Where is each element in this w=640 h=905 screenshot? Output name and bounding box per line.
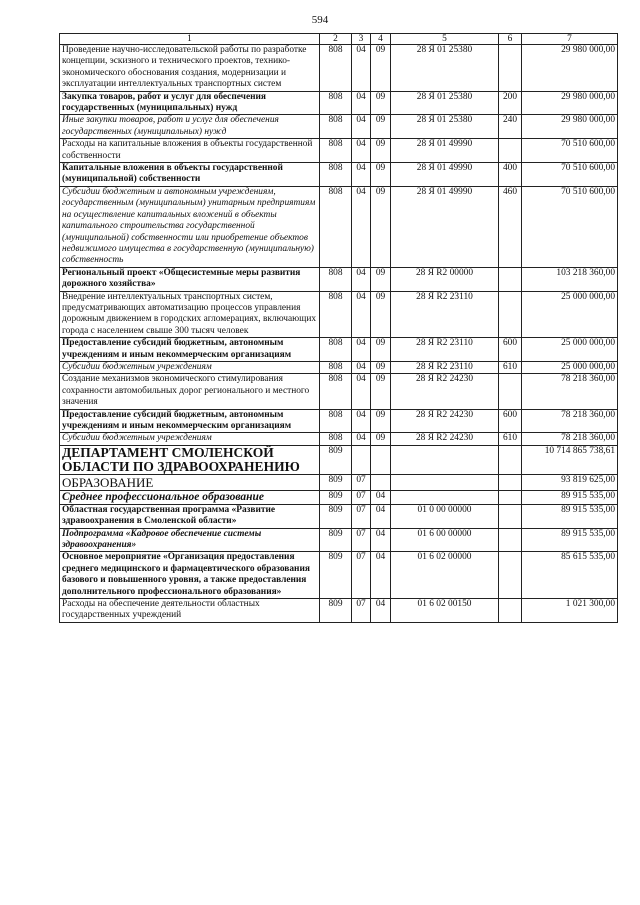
row-section: 04 — [352, 409, 371, 433]
row-section: 07 — [352, 552, 371, 599]
row-name: Капитальные вложения в объекты государственной (муниципальной) собственности — [60, 163, 320, 187]
table-row — [60, 599, 618, 623]
row-target-article: 28 Я R2 23110 — [391, 361, 499, 373]
row-expense-type — [499, 599, 522, 623]
row-expense-type: 610 — [499, 433, 522, 445]
row-amount: 70 510 600,00 — [522, 163, 618, 187]
row-amount: 78 218 360,00 — [522, 374, 618, 409]
row-ministry-code: 809 — [320, 528, 352, 552]
row-subsection: 09 — [371, 115, 391, 139]
row-amount: 29 980 000,00 — [522, 115, 618, 139]
row-section: 04 — [352, 45, 371, 92]
table-row — [60, 528, 618, 552]
table-row — [60, 490, 618, 504]
row-name: Внедрение интеллектуальных транспортных систем, предусматривающих автоматизацию процессов управления дорожным движением в городских агломерациях, включающих города с населением свыше 300 тысяч человек — [60, 291, 320, 338]
row-name: ОБРАЗОВАНИЕ — [60, 474, 320, 490]
row-amount: 89 915 535,00 — [522, 504, 618, 528]
row-subsection: 09 — [371, 361, 391, 373]
row-subsection: 04 — [371, 490, 391, 504]
row-amount: 85 615 535,00 — [522, 552, 618, 599]
table-row — [60, 374, 618, 409]
row-target-article: 28 Я 01 49990 — [391, 186, 499, 267]
row-ministry-code: 808 — [320, 139, 352, 163]
row-name: Иные закупки товаров, работ и услуг для обеспечения государственных (муниципальных) нужд — [60, 115, 320, 139]
row-expense-type — [499, 490, 522, 504]
row-name: ДЕПАРТАМЕНТ СМОЛЕНСКОЙ ОБЛАСТИ ПО ЗДРАВООХРАНЕНИЮ — [60, 445, 320, 474]
row-name: Основное мероприятие «Организация предоставления среднего медицинского и фармацевтического образования базового и повышенного уровня, а также предоставления дополнительного профессионального образования» — [60, 552, 320, 599]
row-subsection: 09 — [371, 139, 391, 163]
row-ministry-code: 809 — [320, 445, 352, 474]
row-name: Субсидии бюджетным учреждениям — [60, 433, 320, 445]
row-target-article: 28 Я R2 24230 — [391, 409, 499, 433]
row-name: Проведение научно-исследовательской работы по разработке концепции, эскизного и технического проектов, технико-экономического обоснования создания, модернизации и эксплуатации интеллектуальных транспортных систем — [60, 45, 320, 92]
row-section: 04 — [352, 361, 371, 373]
row-name: Расходы на капитальные вложения в объекты государственной собственности — [60, 139, 320, 163]
row-ministry-code: 808 — [320, 45, 352, 92]
row-ministry-code: 809 — [320, 490, 352, 504]
row-section: 07 — [352, 490, 371, 504]
row-target-article: 01 6 00 00000 — [391, 528, 499, 552]
row-ministry-code: 808 — [320, 433, 352, 445]
row-target-article: 28 Я R2 23110 — [391, 291, 499, 338]
column-header: 2 — [320, 34, 352, 45]
table-row — [60, 552, 618, 599]
row-amount: 70 510 600,00 — [522, 139, 618, 163]
row-subsection — [371, 445, 391, 474]
row-section: 07 — [352, 474, 371, 490]
row-target-article: 28 Я 01 49990 — [391, 163, 499, 187]
table-row — [60, 474, 618, 490]
table-row — [60, 504, 618, 528]
table-row — [60, 186, 618, 267]
column-header: 3 — [352, 34, 371, 45]
table-row — [60, 433, 618, 445]
row-amount: 1 021 300,00 — [522, 599, 618, 623]
row-subsection: 09 — [371, 409, 391, 433]
row-section: 07 — [352, 504, 371, 528]
row-subsection: 09 — [371, 338, 391, 362]
row-target-article: 01 0 00 00000 — [391, 504, 499, 528]
row-ministry-code: 809 — [320, 474, 352, 490]
row-section — [352, 445, 371, 474]
table-row — [60, 267, 618, 291]
row-expense-type — [499, 45, 522, 92]
column-header: 4 — [371, 34, 391, 45]
row-expense-type — [499, 267, 522, 291]
row-expense-type: 460 — [499, 186, 522, 267]
row-target-article: 01 6 02 00000 — [391, 552, 499, 599]
row-expense-type: 610 — [499, 361, 522, 373]
row-ministry-code: 808 — [320, 291, 352, 338]
row-section: 04 — [352, 291, 371, 338]
row-expense-type — [499, 474, 522, 490]
row-target-article: 28 Я R2 00000 — [391, 267, 499, 291]
row-subsection: 09 — [371, 186, 391, 267]
row-subsection: 09 — [371, 45, 391, 92]
row-name: Создание механизмов экономического стимулирования сохранности автомобильных дорог регионального и местного значения — [60, 374, 320, 409]
table-body — [60, 45, 618, 623]
row-amount: 10 714 865 738,61 — [522, 445, 618, 474]
row-section: 04 — [352, 433, 371, 445]
row-target-article: 28 Я R2 24230 — [391, 374, 499, 409]
table-row — [60, 445, 618, 474]
row-section: 04 — [352, 91, 371, 115]
row-subsection: 09 — [371, 267, 391, 291]
row-subsection: 09 — [371, 91, 391, 115]
row-ministry-code: 808 — [320, 163, 352, 187]
row-name: Расходы на обеспечение деятельности областных государственных учреждений — [60, 599, 320, 623]
row-subsection: 09 — [371, 163, 391, 187]
table-row — [60, 115, 618, 139]
row-expense-type: 200 — [499, 91, 522, 115]
row-section: 04 — [352, 186, 371, 267]
row-target-article: 28 Я 01 25380 — [391, 91, 499, 115]
row-section: 07 — [352, 528, 371, 552]
row-section: 07 — [352, 599, 371, 623]
row-subsection: 09 — [371, 374, 391, 409]
column-header: 5 — [391, 34, 499, 45]
row-amount: 25 000 000,00 — [522, 338, 618, 362]
row-amount: 89 915 535,00 — [522, 490, 618, 504]
row-target-article: 28 Я 01 25380 — [391, 45, 499, 92]
row-target-article: 01 6 02 00150 — [391, 599, 499, 623]
row-subsection: 04 — [371, 528, 391, 552]
row-target-article: 28 Я R2 23110 — [391, 338, 499, 362]
row-subsection: 04 — [371, 599, 391, 623]
row-subsection — [371, 474, 391, 490]
row-name: Закупка товаров, работ и услуг для обеспечения государственных (муниципальных) нужд — [60, 91, 320, 115]
row-section: 04 — [352, 115, 371, 139]
row-expense-type — [499, 139, 522, 163]
row-ministry-code: 808 — [320, 361, 352, 373]
row-section: 04 — [352, 163, 371, 187]
row-ministry-code: 808 — [320, 338, 352, 362]
row-subsection: 04 — [371, 504, 391, 528]
row-amount: 70 510 600,00 — [522, 186, 618, 267]
row-expense-type — [499, 445, 522, 474]
budget-table — [59, 33, 618, 623]
row-amount: 29 980 000,00 — [522, 45, 618, 92]
row-name: Субсидии бюджетным учреждениям — [60, 361, 320, 373]
row-subsection: 09 — [371, 433, 391, 445]
row-ministry-code: 809 — [320, 552, 352, 599]
row-amount: 89 915 535,00 — [522, 528, 618, 552]
row-target-article — [391, 474, 499, 490]
row-amount: 25 000 000,00 — [522, 361, 618, 373]
row-name: Подпрограмма «Кадровое обеспечение системы здравоохранения» — [60, 528, 320, 552]
row-target-article — [391, 445, 499, 474]
table-row — [60, 139, 618, 163]
row-name: Региональный проект «Общесистемные меры развития дорожного хозяйства» — [60, 267, 320, 291]
column-header: 6 — [499, 34, 522, 45]
row-section: 04 — [352, 338, 371, 362]
row-expense-type — [499, 291, 522, 338]
row-target-article: 28 Я 01 25380 — [391, 115, 499, 139]
row-name: Предоставление субсидий бюджетным, автономным учреждениям и иным некоммерческим организациям — [60, 409, 320, 433]
row-target-article: 28 Я 01 49990 — [391, 139, 499, 163]
row-expense-type — [499, 504, 522, 528]
row-subsection: 04 — [371, 552, 391, 599]
column-header: 7 — [522, 34, 618, 45]
row-ministry-code: 808 — [320, 267, 352, 291]
row-section: 04 — [352, 374, 371, 409]
row-ministry-code: 808 — [320, 91, 352, 115]
row-ministry-code: 808 — [320, 374, 352, 409]
row-ministry-code: 808 — [320, 186, 352, 267]
table-row — [60, 163, 618, 187]
table-row — [60, 338, 618, 362]
row-expense-type: 600 — [499, 338, 522, 362]
row-amount: 103 218 360,00 — [522, 267, 618, 291]
table-header-row — [60, 34, 618, 45]
row-name: Областная государственная программа «Развитие здравоохранения в Смоленской области» — [60, 504, 320, 528]
row-expense-type: 600 — [499, 409, 522, 433]
row-name: Предоставление субсидий бюджетным, автономным учреждениям и иным некоммерческим организациям — [60, 338, 320, 362]
row-name: Субсидии бюджетным и автономным учреждениям, государственным (муниципальным) унитарным предприятиям на осуществление капитальных вложений в объекты капитального строительства государственной (муниципальной) собственности или приобретение объектов недвижимого имущества в государственную (муниципальную) собственность — [60, 186, 320, 267]
row-amount: 25 000 000,00 — [522, 291, 618, 338]
table-row — [60, 409, 618, 433]
row-ministry-code: 808 — [320, 115, 352, 139]
row-ministry-code: 809 — [320, 504, 352, 528]
row-ministry-code: 808 — [320, 409, 352, 433]
table-row — [60, 91, 618, 115]
table-row — [60, 45, 618, 92]
row-target-article: 28 Я R2 24230 — [391, 433, 499, 445]
row-section: 04 — [352, 139, 371, 163]
row-subsection: 09 — [371, 291, 391, 338]
row-expense-type — [499, 552, 522, 599]
row-amount: 78 218 360,00 — [522, 409, 618, 433]
row-amount: 93 819 625,00 — [522, 474, 618, 490]
row-section: 04 — [352, 267, 371, 291]
row-expense-type: 240 — [499, 115, 522, 139]
row-expense-type — [499, 374, 522, 409]
row-name: Среднее профессиональное образование — [60, 490, 320, 504]
row-ministry-code: 809 — [320, 599, 352, 623]
row-expense-type — [499, 528, 522, 552]
row-expense-type: 400 — [499, 163, 522, 187]
row-amount: 78 218 360,00 — [522, 433, 618, 445]
table-row — [60, 361, 618, 373]
row-target-article — [391, 490, 499, 504]
row-amount: 29 980 000,00 — [522, 91, 618, 115]
column-header: 1 — [60, 34, 320, 45]
page-number: 594 — [311, 14, 329, 26]
table-row — [60, 291, 618, 338]
